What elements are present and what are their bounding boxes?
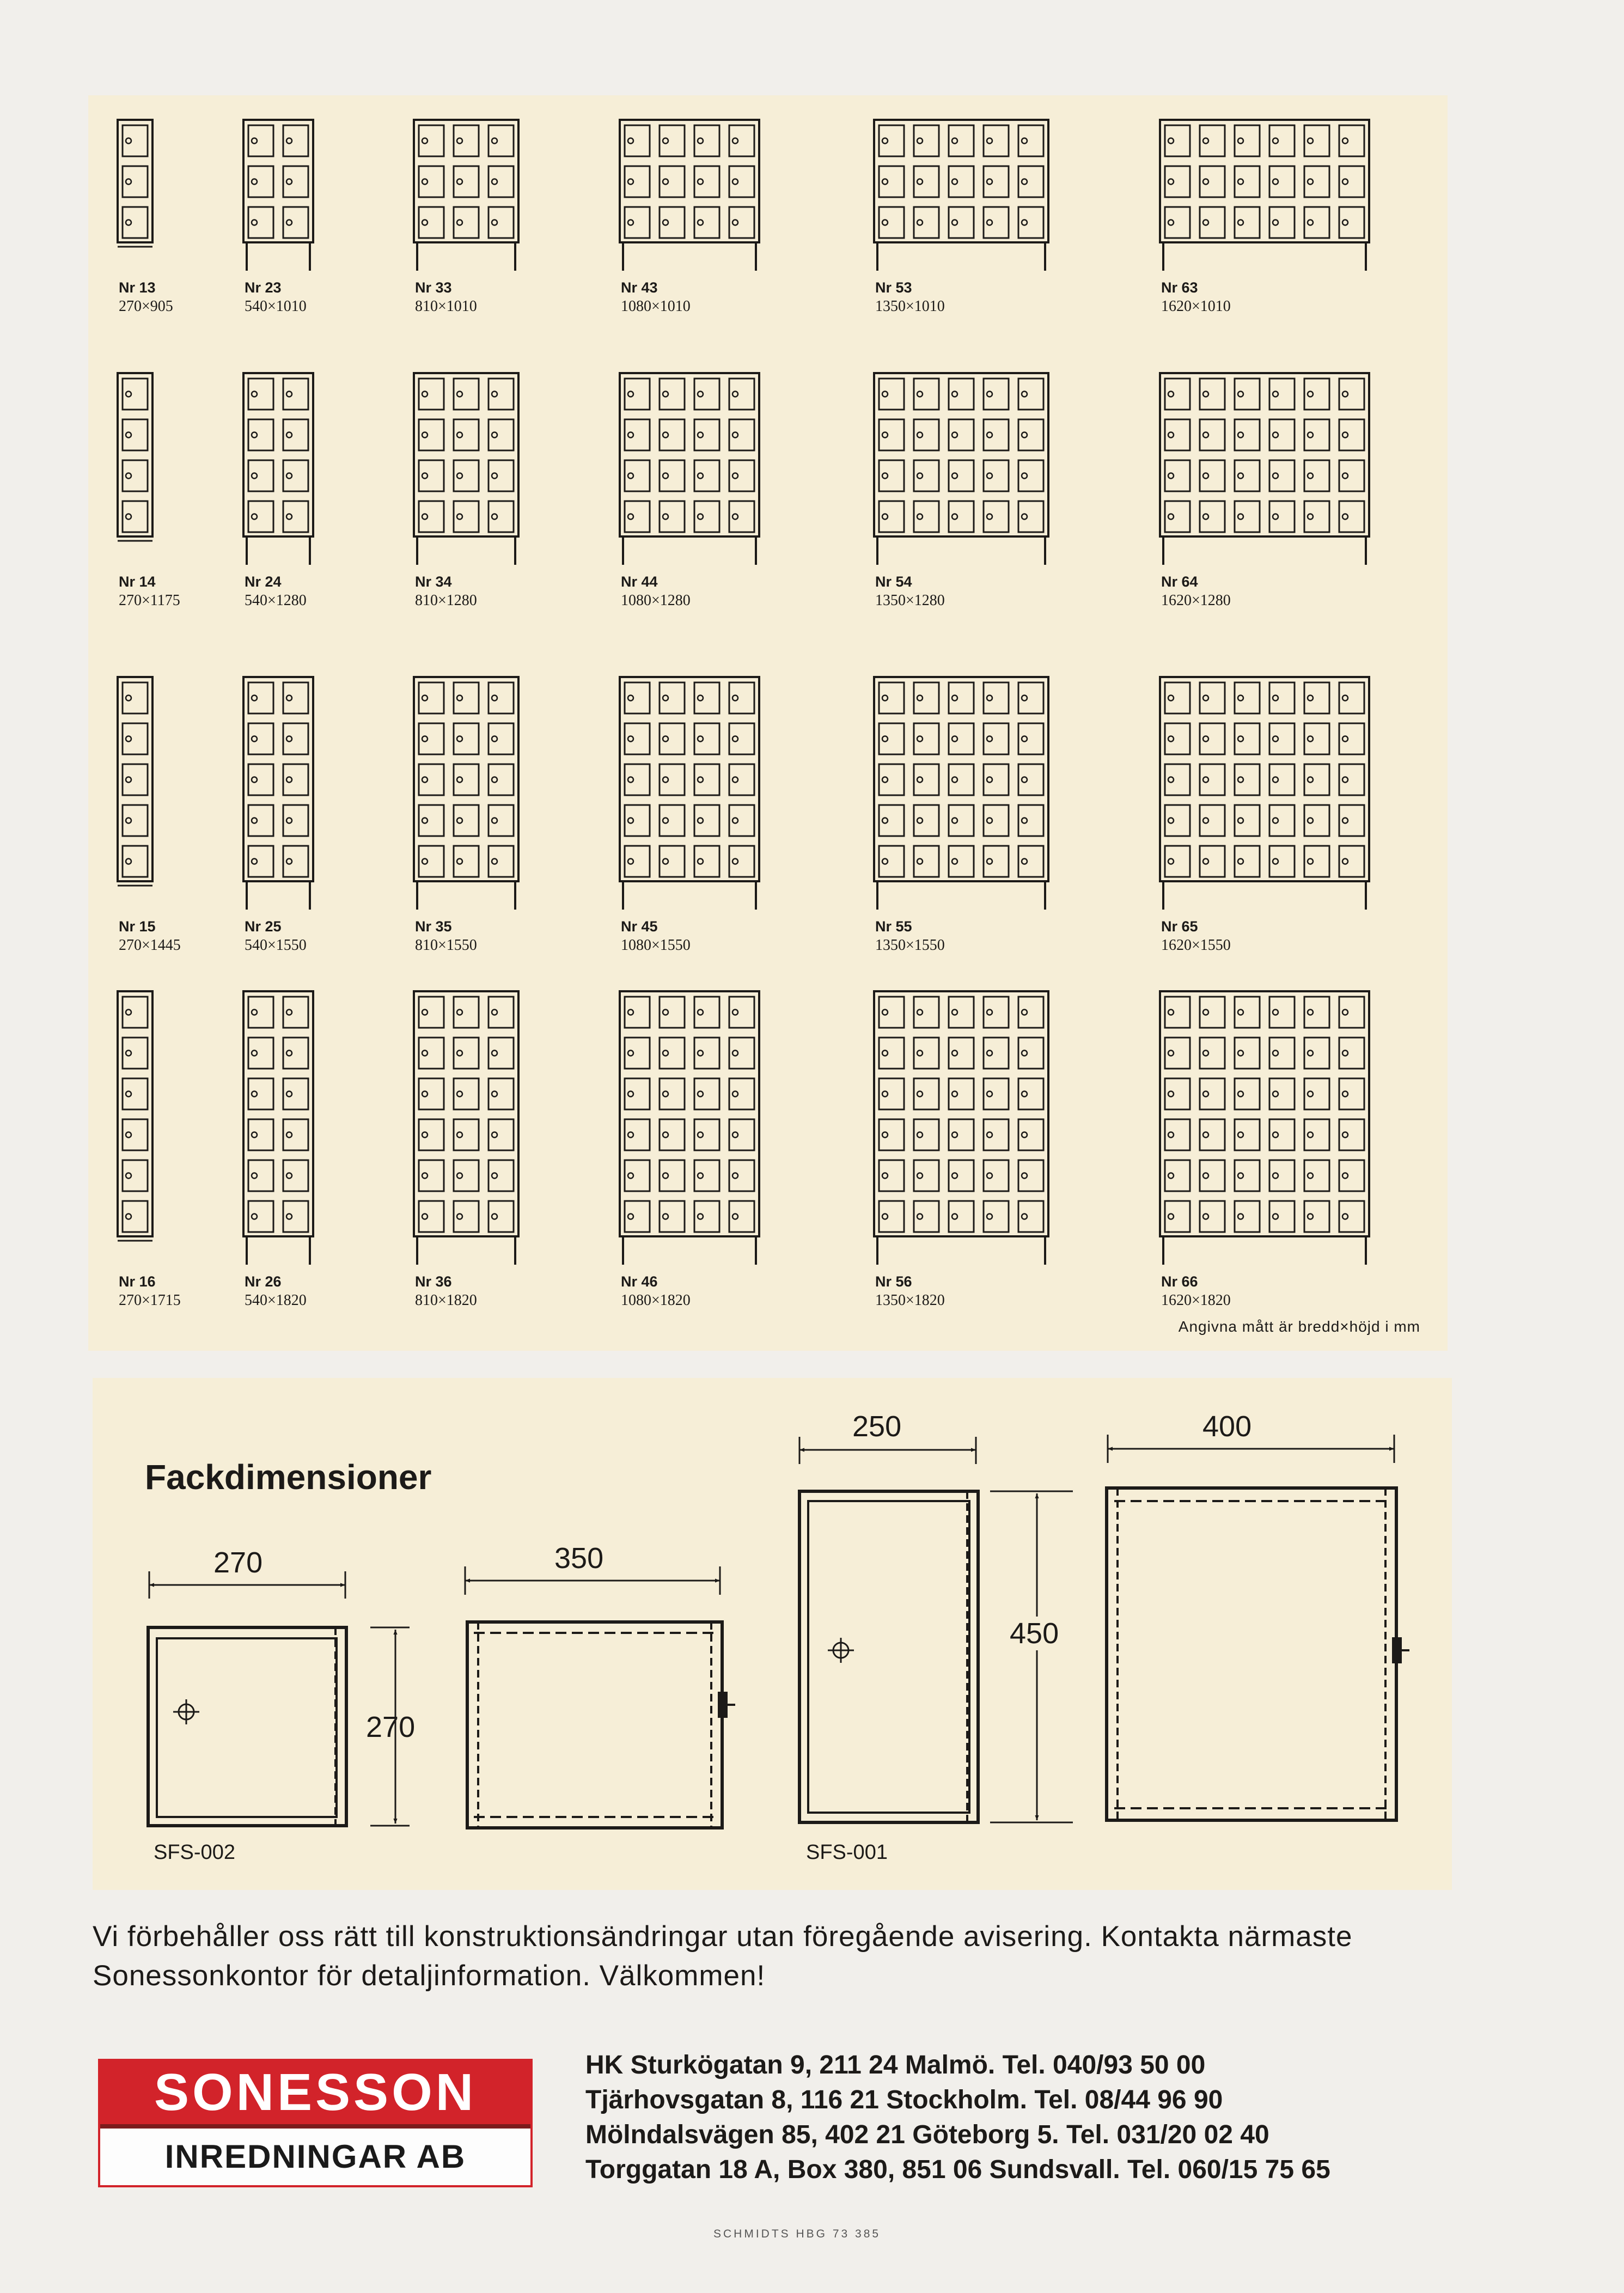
cabinet-label bbox=[245, 917, 307, 955]
cabinet-catalog bbox=[88, 95, 1448, 1351]
cabinet-label bbox=[245, 572, 307, 611]
cabinet-drawing bbox=[243, 677, 313, 910]
small-compartment-front bbox=[148, 1627, 346, 1826]
cabinet-number: Nr 16 bbox=[119, 1273, 156, 1290]
small-height-label: 270 bbox=[366, 1711, 416, 1743]
cabinet-dimensions: 1350×1820 bbox=[875, 1292, 945, 1309]
cabinet-drawing bbox=[620, 120, 759, 271]
large-width-label: 250 bbox=[852, 1410, 902, 1443]
cabinet-number: Nr 33 bbox=[415, 279, 452, 296]
compartment-drawings bbox=[93, 1378, 1452, 1890]
cabinet-drawing bbox=[414, 373, 518, 565]
cabinet-dimensions: 810×1820 bbox=[415, 1292, 477, 1309]
cabinet-drawing bbox=[874, 373, 1048, 565]
cabinet-drawing bbox=[620, 373, 759, 565]
cabinet-number: Nr 23 bbox=[245, 279, 282, 296]
cabinet-drawing bbox=[1160, 677, 1369, 910]
cabinet-dimensions: 1620×1010 bbox=[1161, 298, 1231, 315]
cabinet-number: Nr 55 bbox=[875, 918, 912, 935]
cabinet-number: Nr 53 bbox=[875, 279, 912, 296]
cabinet-label bbox=[119, 278, 173, 316]
cabinet-label bbox=[119, 917, 181, 955]
cabinet-drawing bbox=[118, 373, 152, 541]
cabinet-label bbox=[245, 1272, 307, 1310]
cabinet-dimensions: 270×1175 bbox=[119, 592, 180, 609]
address-line: HK Sturkögatan 9, 211 24 Malmö. Tel. 040/93 50 00 bbox=[585, 2051, 1206, 2079]
cabinet-number: Nr 65 bbox=[1161, 918, 1198, 935]
cabinet-dimensions: 1080×1820 bbox=[621, 1292, 691, 1309]
small-depth-label: 350 bbox=[554, 1542, 604, 1575]
address-line: Torggatan 18 A, Box 380, 851 06 Sundsvall. Tel. 060/15 75 65 bbox=[585, 2155, 1330, 2184]
cabinet-drawing bbox=[620, 677, 759, 910]
cabinet-drawing bbox=[414, 677, 518, 910]
large-compartment-side bbox=[1107, 1488, 1409, 1820]
cabinet-drawing bbox=[414, 991, 518, 1265]
cabinet-number: Nr 45 bbox=[621, 918, 658, 935]
cabinet-dimensions: 1350×1010 bbox=[875, 298, 945, 315]
cabinet-number: Nr 54 bbox=[875, 574, 912, 590]
office-addresses bbox=[585, 2048, 1330, 2187]
cabinet-drawing bbox=[243, 120, 313, 271]
large-height-label: 450 bbox=[1005, 1617, 1063, 1650]
cabinet-label bbox=[621, 1272, 691, 1310]
cabinet-drawing bbox=[243, 373, 313, 565]
small-width-label: 270 bbox=[213, 1546, 263, 1579]
cabinet-number: Nr 44 bbox=[621, 574, 658, 590]
cabinet-label bbox=[119, 1272, 181, 1310]
cabinet-number: Nr 14 bbox=[119, 574, 156, 590]
cabinet-dimensions: 810×1010 bbox=[415, 298, 477, 315]
cabinet-label bbox=[875, 1272, 945, 1310]
measurement-note: Angivna mått är bredd×höjd i mm bbox=[1178, 1318, 1420, 1335]
cabinet-label bbox=[1161, 572, 1231, 611]
cabinet-drawing bbox=[243, 991, 313, 1265]
cabinet-dimensions: 540×1280 bbox=[245, 592, 307, 609]
cabinet-number: Nr 36 bbox=[415, 1273, 452, 1290]
cabinet-dimensions: 270×905 bbox=[119, 298, 173, 315]
cabinet-label bbox=[415, 1272, 477, 1310]
cabinet-label bbox=[1161, 278, 1231, 316]
cabinet-dimensions: 1350×1550 bbox=[875, 937, 945, 954]
cabinet-dimensions: 1080×1010 bbox=[621, 298, 691, 315]
logo-name: SONESSON bbox=[100, 2061, 530, 2124]
sonesson-logo bbox=[98, 2059, 533, 2187]
cabinet-dimensions: 270×1715 bbox=[119, 1292, 181, 1309]
cabinet-label bbox=[875, 917, 945, 955]
cabinet-dimensions: 540×1010 bbox=[245, 298, 307, 315]
cabinet-dimensions: 1620×1280 bbox=[1161, 592, 1231, 609]
cabinet-dimensions: 1620×1820 bbox=[1161, 1292, 1231, 1309]
cabinet-number: Nr 13 bbox=[119, 279, 156, 296]
cabinet-drawing bbox=[118, 991, 152, 1241]
cabinet-label bbox=[875, 278, 945, 316]
address-line: Tjärhovsgatan 8, 116 21 Stockholm. Tel. 08/44 96 90 bbox=[585, 2085, 1223, 2114]
cabinet-dimensions: 1080×1280 bbox=[621, 592, 691, 609]
logo-divider bbox=[100, 2124, 530, 2129]
cabinet-number: Nr 43 bbox=[621, 279, 658, 296]
cabinet-dimensions: 810×1280 bbox=[415, 592, 477, 609]
cabinet-dimensions: 1620×1550 bbox=[1161, 937, 1231, 954]
cabinet-dimensions: 270×1445 bbox=[119, 937, 181, 954]
cabinet-label bbox=[875, 572, 945, 611]
cabinet-label bbox=[1161, 917, 1231, 955]
cabinet-number: Nr 15 bbox=[119, 918, 156, 935]
cabinet-drawing bbox=[620, 991, 759, 1265]
cabinet-number: Nr 56 bbox=[875, 1273, 912, 1290]
cabinet-number: Nr 34 bbox=[415, 574, 452, 590]
cabinet-label bbox=[415, 917, 477, 955]
cabinet-label bbox=[245, 278, 307, 316]
cabinet-number: Nr 24 bbox=[245, 574, 282, 590]
cabinet-number: Nr 64 bbox=[1161, 574, 1198, 590]
cabinet-number: Nr 35 bbox=[415, 918, 452, 935]
small-compartment-code: SFS-002 bbox=[154, 1841, 235, 1864]
large-depth-label: 400 bbox=[1202, 1410, 1252, 1443]
cabinet-label bbox=[621, 572, 691, 611]
disclaimer-text: Vi förbehåller oss rätt till konstruktionsändringar utan föregående avisering. Kontakta närmaste Sonessonkontor för detaljinformation. Välkommen! bbox=[93, 1920, 1353, 1992]
cabinet-drawing bbox=[874, 120, 1048, 271]
cabinet-number: Nr 46 bbox=[621, 1273, 658, 1290]
cabinet-number: Nr 63 bbox=[1161, 279, 1198, 296]
cabinet-drawing bbox=[1160, 373, 1369, 565]
cabinet-label bbox=[415, 572, 477, 611]
cabinet-dimensions: 540×1820 bbox=[245, 1292, 307, 1309]
compartment-title: Fackdimensioner bbox=[145, 1457, 432, 1497]
cabinet-number: Nr 25 bbox=[245, 918, 282, 935]
cabinet-number: Nr 66 bbox=[1161, 1273, 1198, 1290]
cabinet-label bbox=[119, 572, 180, 611]
large-compartment-front bbox=[799, 1491, 978, 1822]
cabinet-drawing bbox=[874, 991, 1048, 1265]
cabinet-drawing bbox=[118, 677, 152, 886]
cabinet-dimensions: 1350×1280 bbox=[875, 592, 945, 609]
address-line: Mölndalsvägen 85, 402 21 Göteborg 5. Tel. 031/20 02 40 bbox=[585, 2120, 1269, 2149]
cabinet-drawing bbox=[1160, 120, 1369, 271]
cabinet-drawing bbox=[118, 120, 152, 247]
cabinet-drawing bbox=[874, 677, 1048, 910]
compartment-dimensions bbox=[93, 1378, 1452, 1890]
cabinet-dimensions: 1080×1550 bbox=[621, 937, 691, 954]
cabinet-label bbox=[415, 278, 477, 316]
cabinet-drawing bbox=[414, 120, 518, 271]
cabinet-label bbox=[621, 917, 691, 955]
cabinet-dimensions: 810×1550 bbox=[415, 937, 477, 954]
cabinet-dimensions: 540×1550 bbox=[245, 937, 307, 954]
cabinet-label bbox=[1161, 1272, 1231, 1310]
small-compartment-side bbox=[467, 1622, 735, 1828]
cabinet-label bbox=[621, 278, 691, 316]
printer-mark: SCHMIDTS HBG 73 385 bbox=[713, 2228, 881, 2240]
logo-subtitle: INREDNINGAR AB bbox=[164, 2138, 466, 2175]
cabinet-number: Nr 26 bbox=[245, 1273, 282, 1290]
cabinet-drawing bbox=[1160, 991, 1369, 1265]
large-compartment-code: SFS-001 bbox=[806, 1841, 888, 1864]
